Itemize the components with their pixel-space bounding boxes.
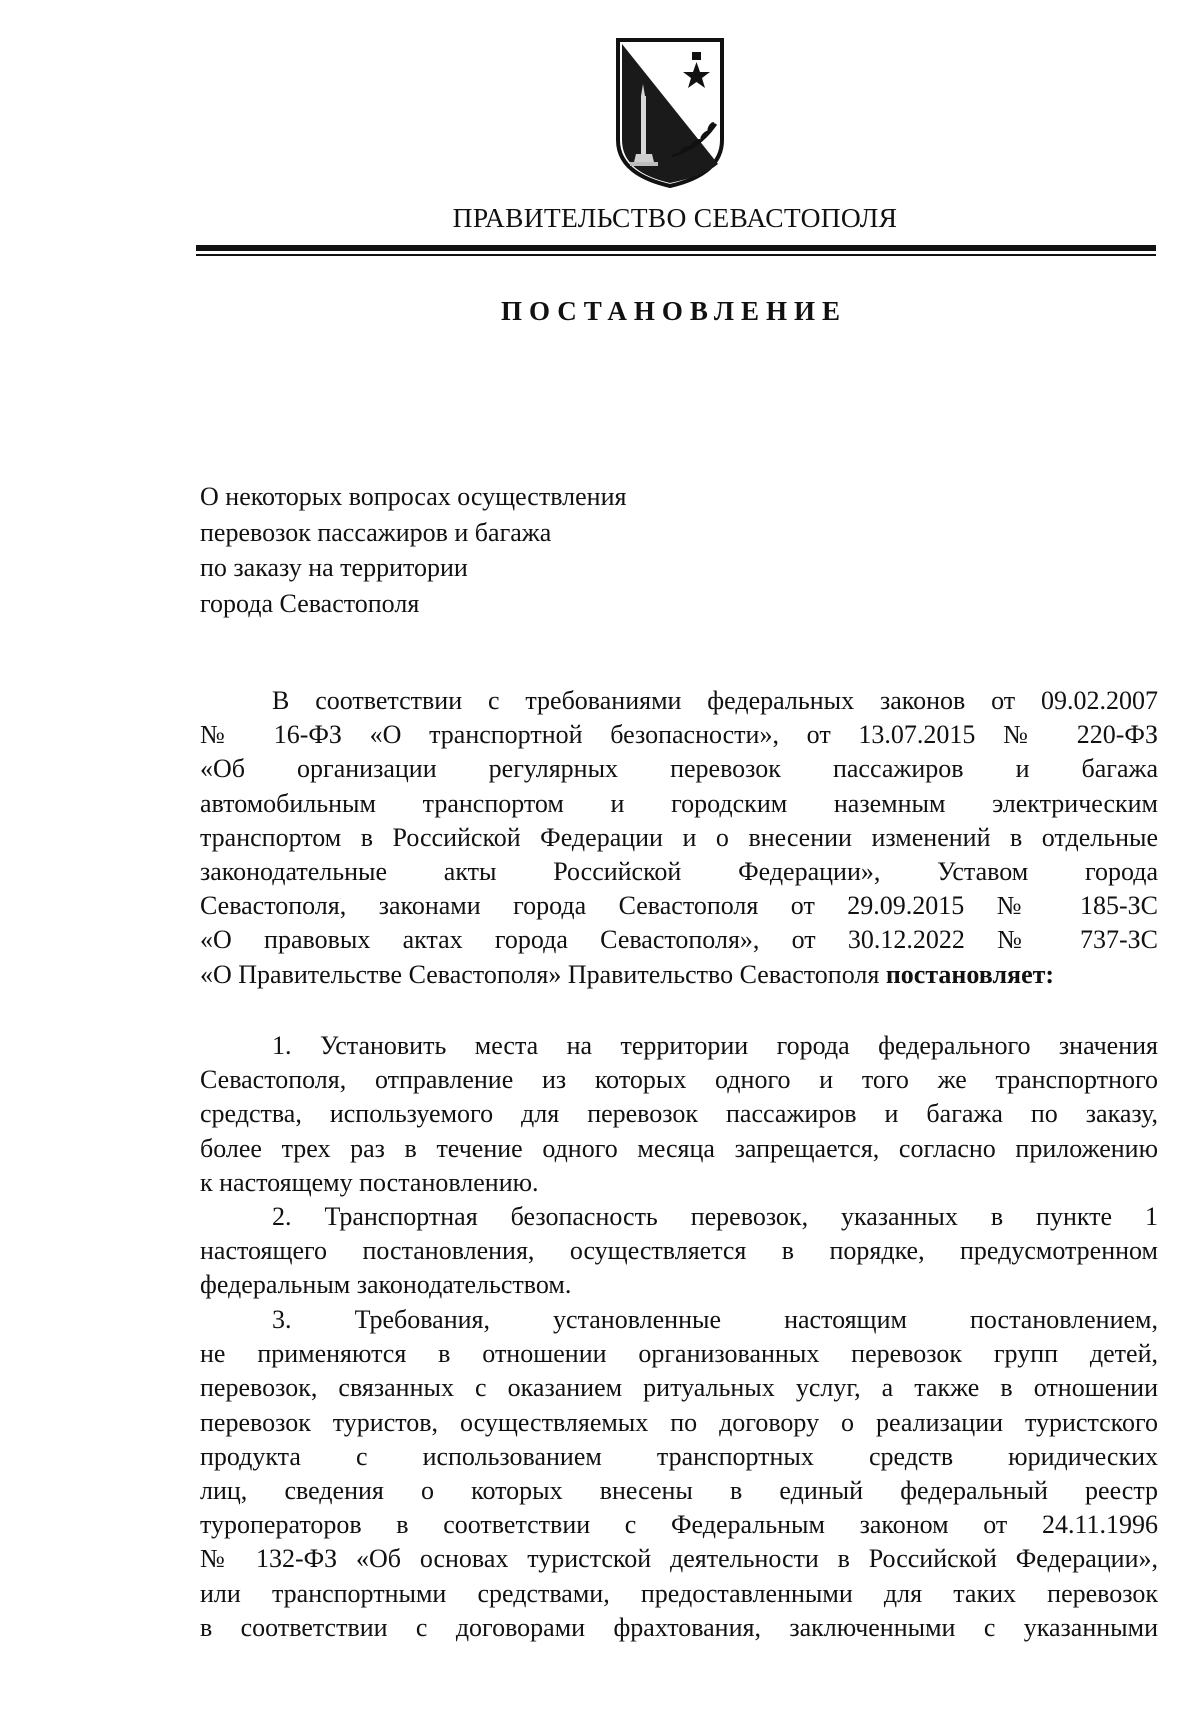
sevastopol-coat-of-arms-icon [612,36,728,188]
text-line: Севастополя, отправление из которых одного и того же транспортного [200,1065,1158,1095]
subject-line: по заказу на территории [200,553,468,582]
resolves-keyword: постановляет: [885,959,1055,989]
text-line: федеральным законодательством. [200,1270,572,1300]
header-rule-thin [196,254,1156,256]
text-line: «О правовых актах города Севастополя», от 30.12.2022 № 737-ЗС [200,925,1158,955]
organization-name: ПРАВИТЕЛЬСТВО СЕВАСТОПОЛЯ [452,202,898,233]
text-line: более трех раз в течение одного месяца запрещается, согласно приложению [200,1133,1158,1163]
text-line: туроператоров в соответствии с Федеральным законом от 24.11.1996 [200,1510,1158,1540]
text-line [200,958,1158,992]
preamble-final-text: «О Правительстве Севастополя» Правительство Севастополя [200,959,886,989]
document-subject [200,479,626,621]
text-line: перевозок, связанных с оказанием ритуальных услуг, а также в отношении [200,1373,1158,1403]
text-line: Севастополя, законами города Севастополя от 29.09.2015 № 185-ЗС [200,891,1158,921]
text-line: транспортом в Российской Федерации и о внесении изменений в отдельные [200,822,1158,852]
item-2-paragraph [200,1200,1158,1303]
text-line: № 16-ФЗ «О транспортной безопасности», от 13.07.2015 № 220-ФЗ [200,720,1158,750]
text-line: или транспортными средствами, предоставленными для таких перевозок [200,1578,1158,1608]
document-type: ПОСТАНОВЛЕНИЕ [500,296,848,326]
text-line: В соответствии с требованиями федеральных законов от 09.02.2007 [272,686,1158,715]
text-line: продукта с использованием транспортных средств юридических [200,1441,1158,1471]
item-3-paragraph [200,1303,1158,1645]
text-line: № 132-ФЗ «Об основах туристской деятельности в Российской Федерации», [200,1544,1158,1574]
subject-line: О некоторых вопросах осуществления [200,482,627,511]
text-line: в соответствии с договорами фрахтования, заключенными с указанными [200,1612,1158,1642]
text-line: к настоящему постановлению. [200,1167,539,1197]
text-line: 1. Установить места на территории города федерального значения [272,1031,1158,1060]
preamble-paragraph [200,684,1158,992]
text-line: автомобильным транспортом и городским наземным электрическим [200,788,1158,818]
header-rule-thick [196,245,1156,251]
text-line: не применяются в отношении организованных перевозок групп детей, [200,1339,1158,1369]
text-line: «Об организации регулярных перевозок пассажиров и багажа [200,754,1158,784]
text-line: лиц, сведения о которых внесены в единый федеральный реестр [200,1476,1158,1506]
text-line: перевозок туристов, осуществляемых по договору о реализации туристского [200,1407,1158,1437]
text-line: средства, используемого для перевозок пассажиров и багажа по заказу, [200,1099,1158,1129]
text-line: 3. Требования, установленные настоящим постановлением, [272,1305,1158,1334]
item-1-paragraph [200,1029,1158,1200]
text-line: законодательные акты Российской Федерации», Уставом города [200,857,1158,887]
text-line: 2. Транспортная безопасность перевозок, указанных в пункте 1 [272,1202,1158,1231]
text-line: настоящего постановления, осуществляется в порядке, предусмотренном [200,1236,1158,1266]
subject-line: города Севастополя [200,588,420,618]
subject-line: перевозок пассажиров и багажа [200,517,552,547]
